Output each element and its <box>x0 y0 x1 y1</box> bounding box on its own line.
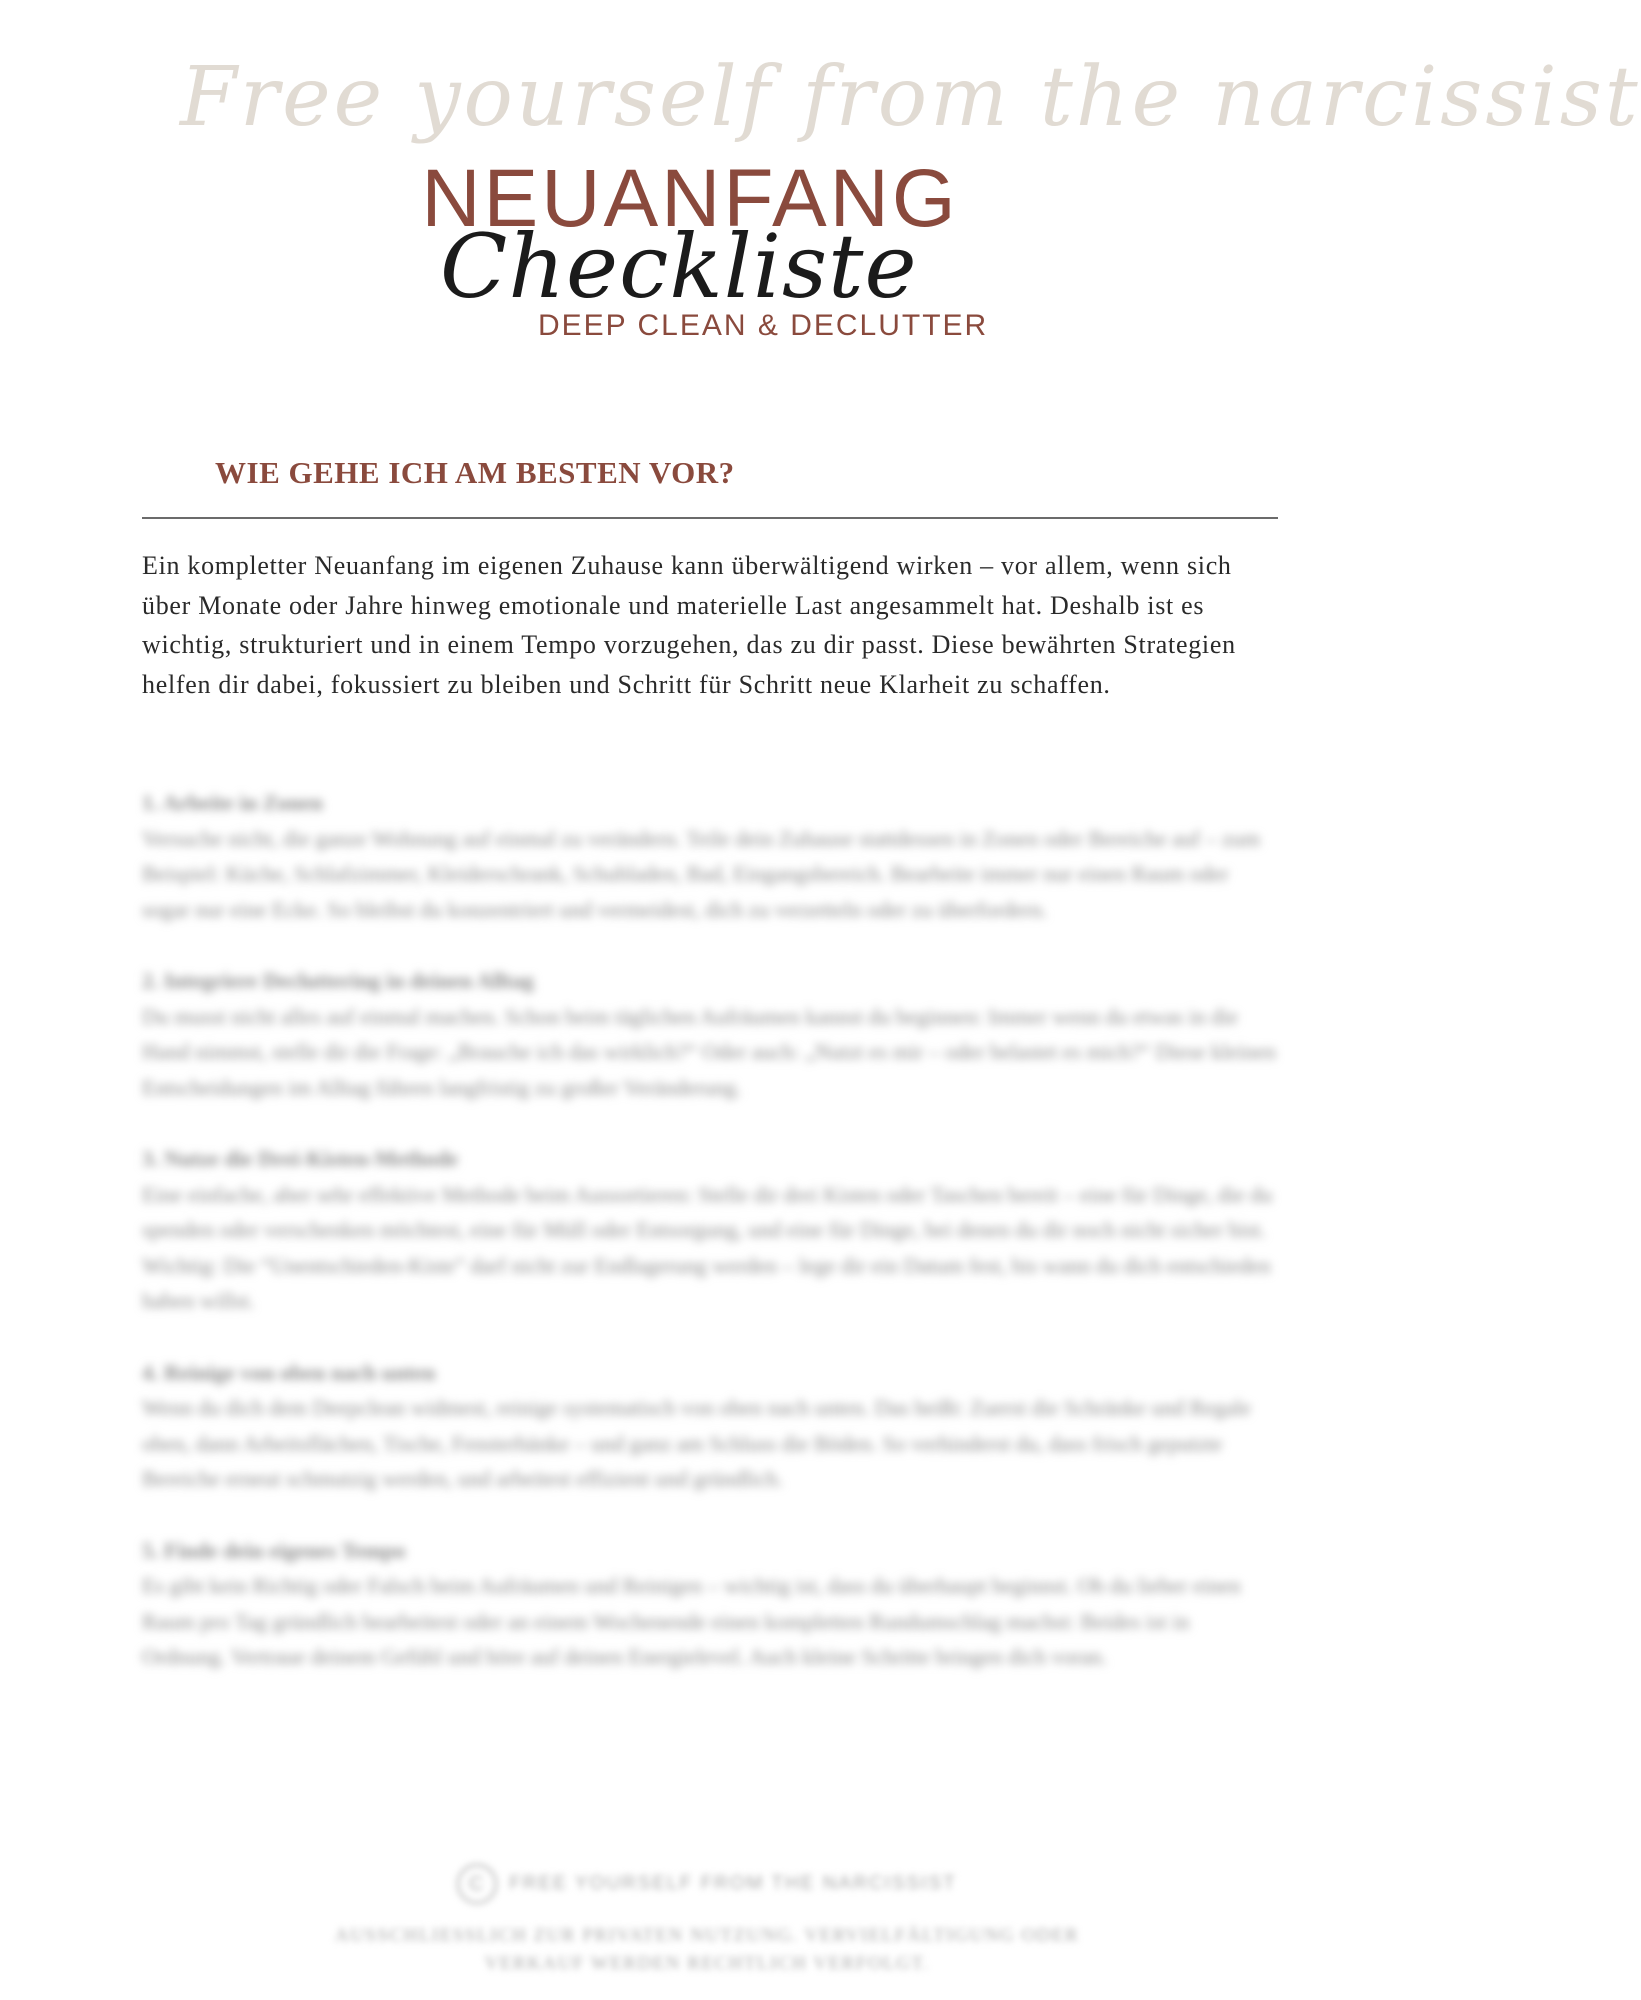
step-text: Es gibt kein Richtig oder Falsch beim Aufräumen und Reinigen – wichtig ist, dass du überhaupt beginnst. Ob du lieber einen Raum pro Tag gründlich bearbeitest oder an einem Wochenende einen kompletten Rundumschlag machst: Beides ist in Ordnung. Vertraue deinem Gefühl und höre auf deinen Energielevel. Auch kleine Schritte bringen dich voran. <box>142 1573 1241 1669</box>
step-text: Wenn du dich dem Deepclean widmest, reinige systematisch von oben nach unten. Das heißt: Zuerst die Schränke und Regale oben, dann Arbeitsflächen, Tische, Fensterbänke – und ganz am Schluss die Böden. So verhinderst du, dass frisch geputzte Bereiche erneut schmutzig werden, und arbeitest effizient und gründlich. <box>142 1395 1251 1491</box>
step-title: 5. Finde dein eigenes Tempo <box>142 1537 406 1563</box>
step-item <box>142 785 1278 927</box>
step-title: 4. Reinige von oben nach unten <box>142 1359 436 1385</box>
footer-note: AUSSCHLIESSLICH ZUR PRIVATEN NUTZUNG. VERVIELFÄLTIGUNG ODER VERKAUF WERDEN RECHTLICH VERFOLGT. <box>334 1925 1080 1974</box>
step-title: 3. Nutze die Drei-Kisten-Methode <box>142 1146 459 1171</box>
footer-brand: FREE YOURSELF FROM THE NARCISSIST <box>509 1873 957 1894</box>
footer <box>0 1864 1414 1978</box>
blurred-steps <box>142 785 1278 1711</box>
page-title: NEUANFANG <box>421 153 959 244</box>
step-text: Eine einfache, aber sehr effektive Methode beim Aussortieren: Stelle dir drei Kisten oder Taschen bereit – eine für Dinge, die du spenden oder verschenken möchtest, eine für Müll oder Entsorgung, und eine für Dinge, bei denen du dir noch nicht sicher bist. Wichtig: Die “Unentschieden-Kiste” darf nicht zur Endlagerung werden – lege dir ein Datum fest, bis wann du dich entschieden haben willst. <box>142 1181 1273 1313</box>
footer-brand-row <box>457 1864 956 1904</box>
step-text: Du musst nicht alles auf einmal machen. Schon beim täglichen Aufräumen kannst du beginnen: Immer wenn du etwas in die Hand nimmst, stelle dir die Frage: „Brauche ich das wirklich?“ Oder auch: „Nutzt es mir – oder belastet es mich?“ Diese kleinen Entscheidungen im Alltag führen langfristig zu großer Veränderung. <box>142 1003 1276 1100</box>
intro-paragraph: Ein kompletter Neuanfang im eigenen Zuhause kann überwältigend wirken – vor allem, wenn sich über Monate oder Jahre hinweg emotionale und materielle Last angesammelt hat. Deshalb ist es wichtig, strukturiert und in einem Tempo vorzugehen, das zu dir passt. Diese bewährten Strategien helfen dir dabei, fokussiert zu bleiben und Schritt für Schritt neue Klarheit zu schaffen. <box>142 551 1236 699</box>
step-item <box>142 963 1278 1105</box>
script-banner: Free yourself from the narcissist <box>180 50 1641 145</box>
page-title-script: Checkliste <box>440 215 918 318</box>
page-subtitle: DEEP CLEAN & DECLUTTER <box>538 309 989 342</box>
step-item <box>142 1533 1278 1675</box>
step-item <box>142 1355 1278 1497</box>
divider <box>142 517 1278 519</box>
step-text: Versuche nicht, die ganze Wohnung auf einmal zu verändern. Teile dein Zuhause stattdessen in Zonen oder Bereiche auf – zum Beispiel: Küche, Schlafzimmer, Kleiderschrank, Schubladen, Bad, Eingangsbereich. Bearbeite immer nur einen Raum oder sogar nur eine Ecke. So bleibst du konzentriert und vermeidest, dich zu verzetteln oder zu überfordern. <box>142 825 1261 922</box>
step-title: 1. Arbeite in Zonen <box>142 790 323 815</box>
section-heading: WIE GEHE ICH AM BESTEN VOR? <box>215 455 735 490</box>
copyright-icon: C <box>457 1864 497 1904</box>
step-item <box>142 1141 1278 1319</box>
step-title: 2. Integriere Decluttering in deinen Alltag <box>142 968 534 993</box>
